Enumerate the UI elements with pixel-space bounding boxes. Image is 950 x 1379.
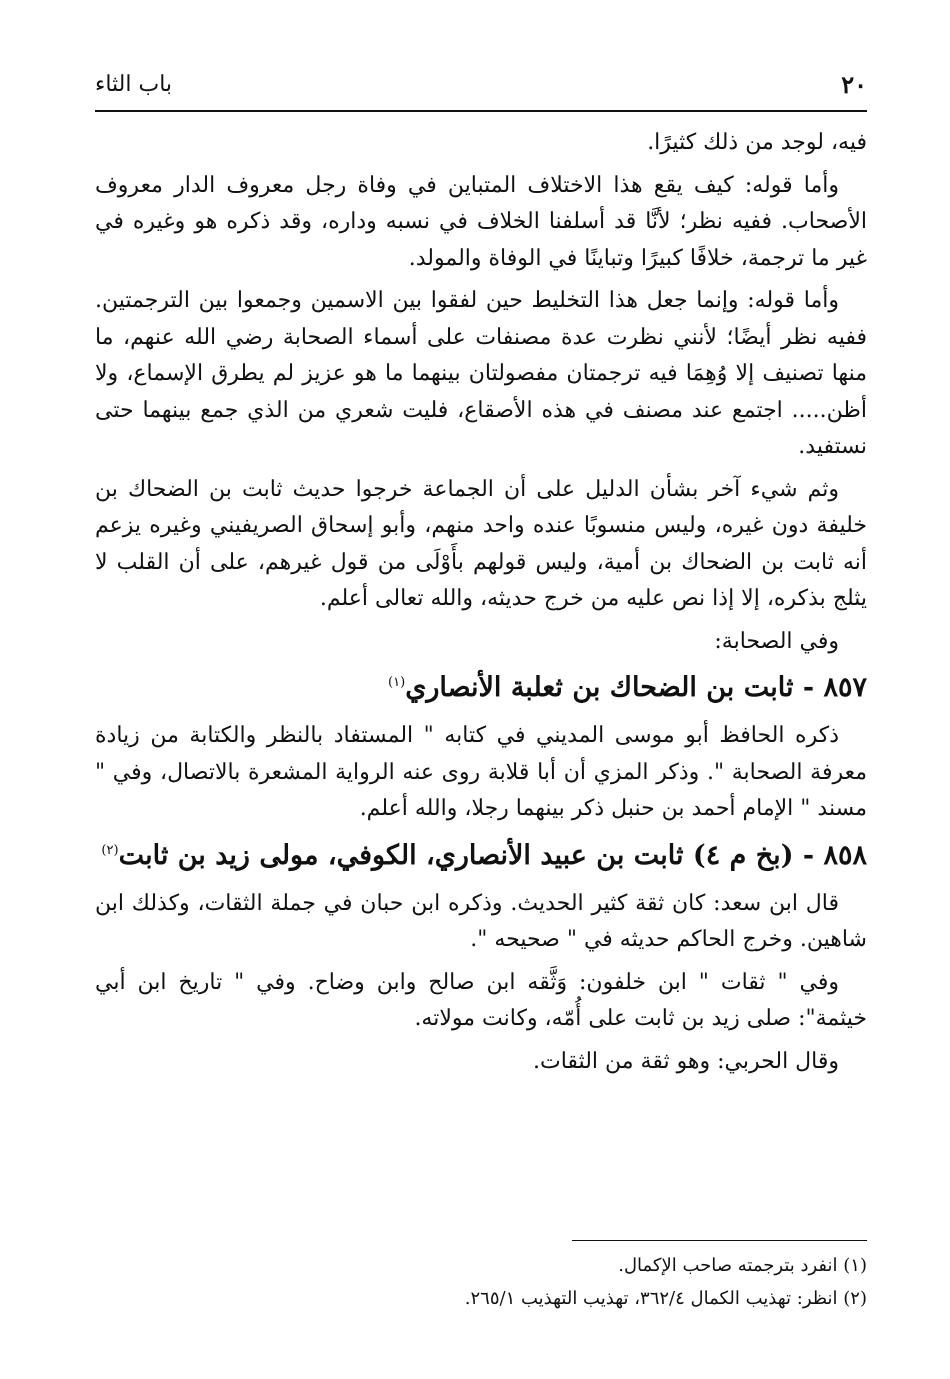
paragraph: وأما قوله: كيف يقع هذا الاختلاف المتباين في وفاة رجل معروف الدار معروف الأصحاب. ففيه نظر؛ لأنَّا قد أسلفنا الخلاف في نسبه وداره، وقد ذكره هو وغيره في غير ما ترجمة، خلافًا كبيرًا وتباينًا في الوفاة والمولد. <box>95 172 867 271</box>
paragraph: وفي " ثقات " ابن خلفون: وَثَّقه ابن صالح وابن وضاح. وفي " تاريخ ابن أبي خيثمة": صلى زيد بن ثابت على أُمّه، وكانت مولاته. <box>95 969 867 1031</box>
footnote-divider <box>572 1240 867 1241</box>
running-title: باب الثاء <box>95 72 173 97</box>
paragraph: وقال الحربي: وهو ثقة من الثقات. <box>533 1048 839 1074</box>
footnote-2: (٢) انظر: تهذيب الكمال ٣٦٢/٤، تهذيب التهذيب ٢٦٥/١. <box>464 1288 867 1309</box>
entry-heading-text: ٨٥٨ - (بخ م ٤) ثابت بن عبيد الأنصاري، الكوفي، مولى زيد بن ثابت <box>118 839 867 871</box>
footnotes <box>95 1240 867 1315</box>
paragraph: ذكره الحافظ أبو موسى المديني في كتابه " المستفاد بالنظر والكتابة من زيادة معرفة الصحابة ". وذكر المزي أن أبا قلابة روى عنه الرواية المشعرة بالاتصال، وفي " مسند " الإمام أحمد بن حنبل ذكر بينهما رجلا، والله أعلم. <box>95 723 867 821</box>
paragraph: فيه، لوجد من ذلك كثيرًا. <box>647 130 867 155</box>
footnote-marker: (٢) <box>101 842 119 858</box>
page-header <box>95 62 867 112</box>
entry-heading-text: ٨٥٧ - ثابت بن الضحاك بن ثعلبة الأنصاري <box>405 672 867 703</box>
paragraph: وثم شيء آخر بشأن الدليل على أن الجماعة خرجوا حديث ثابت بن الضحاك بن خليفة دون غيره، وليس منسوبًا عنده واحد منهم، وأبو إسحاق الصريفيني وغيره يزعم أنه ثابت بن الضحاك بن أمية، وليس قولهم بأَوْلَى من قول غيرهم، على أن القلب لا يثلج بذكره، إلا إذا نص عليه من خرج حديثه، والله تعالى أعلم. <box>95 476 867 611</box>
section-label: وفي الصحابة: <box>714 628 839 654</box>
entry-heading-858 <box>95 834 867 878</box>
footnote-marker: (١) <box>388 675 406 690</box>
page-body <box>95 125 867 1086</box>
entry-heading-857 <box>95 666 867 710</box>
paragraph: وأما قوله: وإنما جعل هذا التخليط حين لفقوا بين الاسمين وجمعوا بين الترجمتين. ففيه نظر أيضًا؛ لأنني نظرت عدة مصنفات على أسماء الصحابة رضي الله عنهم، ما منها تصنيف إلا وُهِمَا فيه ترجمتان مفصولتان بينهما ما هو عزيز لم يطرق الإسماع، ولا أظن..... اجتمع عند مصنف في هذه الأصقاع، فليت شعري من الذي جمع بينهما حتى نستفيد. <box>95 288 867 459</box>
footnote-1: (١) انفرد بترجمته صاحب الإكمال. <box>618 1255 867 1276</box>
paragraph: قال ابن سعد: كان ثقة كثير الحديث. وذكره ابن حبان في جملة الثقات، وكذلك ابن شاهين. وخرج الحاكم حديثه في " صحيحه ". <box>95 890 867 952</box>
page-number: ٢٠ <box>841 70 867 99</box>
